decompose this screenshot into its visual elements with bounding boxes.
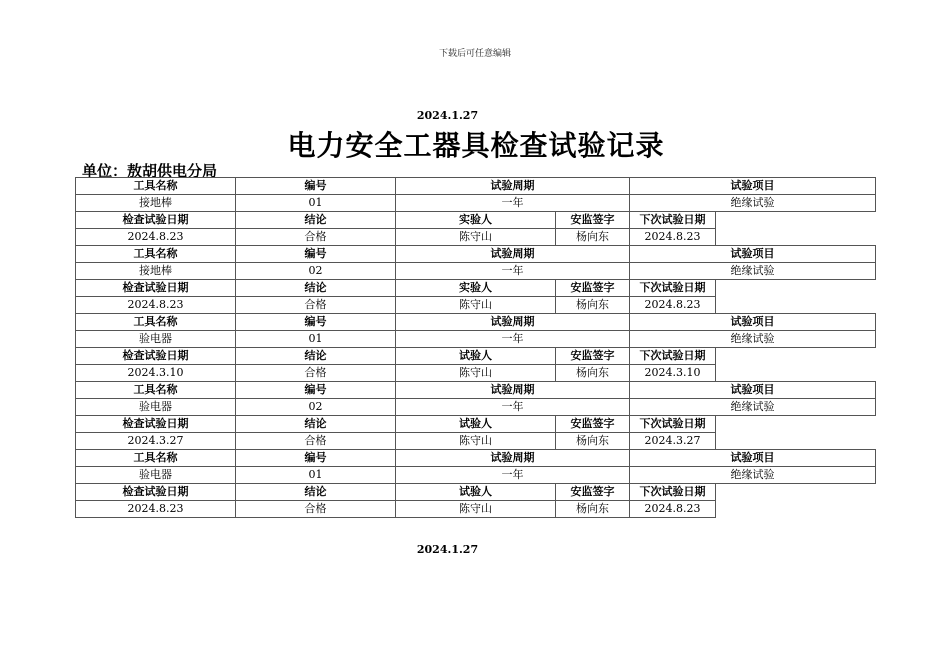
result-header-row [76, 280, 876, 297]
top-date: 2024.1.27 [416, 109, 479, 122]
conclusion-header: 结论 [236, 348, 396, 365]
safety-signature-cell: 杨向东 [556, 433, 630, 450]
tool-row [76, 399, 876, 416]
next-test-date-cell: 2024.3.27 [630, 433, 716, 450]
tool-name-cell: 接地棒 [76, 195, 236, 212]
next-test-date-header: 下次试验日期 [630, 212, 716, 229]
page-title: 电力安全工器具检查试验记录 [287, 129, 665, 162]
tool-row [76, 195, 876, 212]
test-item-cell: 绝缘试验 [630, 263, 876, 280]
tool-row [76, 331, 876, 348]
safety-signature-cell: 杨向东 [556, 297, 630, 314]
tool-header-row [76, 178, 876, 195]
tester-header: 试验人 [396, 348, 556, 365]
tool-name-cell: 接地棒 [76, 263, 236, 280]
test-item-header: 试验项目 [630, 314, 876, 331]
test-cycle-cell: 一年 [396, 467, 630, 484]
tool-row [76, 467, 876, 484]
tool-name-header: 工具名称 [76, 178, 236, 195]
tool-number-header: 编号 [236, 246, 396, 263]
safety-signature-cell: 杨向东 [556, 365, 630, 382]
safety-signature-header: 安监签字 [556, 212, 630, 229]
safety-signature-header: 安监签字 [556, 484, 630, 501]
safety-signature-header: 安监签字 [556, 280, 630, 297]
result-header-row [76, 348, 876, 365]
next-test-date-header: 下次试验日期 [630, 348, 716, 365]
next-test-date-header: 下次试验日期 [630, 280, 716, 297]
tool-row [76, 263, 876, 280]
tool-name-cell: 验电器 [76, 331, 236, 348]
next-test-date-header: 下次试验日期 [630, 484, 716, 501]
tool-name-header: 工具名称 [76, 382, 236, 399]
tool-name-header: 工具名称 [76, 246, 236, 263]
test-cycle-header: 试验周期 [396, 382, 630, 399]
test-item-header: 试验项目 [630, 382, 876, 399]
conclusion-header: 结论 [236, 280, 396, 297]
tester-cell: 陈守山 [396, 433, 556, 450]
result-row [76, 501, 876, 518]
inspection-date-header: 检查试验日期 [76, 280, 236, 297]
tool-number-cell: 02 [236, 399, 396, 416]
tool-number-header: 编号 [236, 382, 396, 399]
result-row [76, 229, 876, 246]
tool-number-cell: 02 [236, 263, 396, 280]
test-item-cell: 绝缘试验 [630, 399, 876, 416]
tester-cell: 陈守山 [396, 297, 556, 314]
inspection-date-header: 检查试验日期 [76, 212, 236, 229]
tool-header-row [76, 382, 876, 399]
conclusion-header: 结论 [236, 416, 396, 433]
tool-name-cell: 验电器 [76, 399, 236, 416]
result-header-row [76, 212, 876, 229]
conclusion-cell: 合格 [236, 433, 396, 450]
tester-header: 实验人 [396, 280, 556, 297]
tool-name-header: 工具名称 [76, 314, 236, 331]
test-item-cell: 绝缘试验 [630, 331, 876, 348]
tool-number-cell: 01 [236, 331, 396, 348]
test-cycle-cell: 一年 [396, 263, 630, 280]
tool-header-row [76, 450, 876, 467]
test-cycle-header: 试验周期 [396, 450, 630, 467]
test-cycle-header: 试验周期 [396, 314, 630, 331]
inspection-date-header: 检查试验日期 [76, 484, 236, 501]
safety-signature-header: 安监签字 [556, 348, 630, 365]
header-note: 下载后可任意编辑 [438, 49, 511, 59]
tester-header: 实验人 [396, 212, 556, 229]
tool-name-cell: 验电器 [76, 467, 236, 484]
test-cycle-cell: 一年 [396, 195, 630, 212]
test-cycle-header: 试验周期 [396, 178, 630, 195]
tool-number-header: 编号 [236, 178, 396, 195]
test-cycle-cell: 一年 [396, 399, 630, 416]
tool-header-row [76, 246, 876, 263]
result-header-row [76, 484, 876, 501]
tester-cell: 陈守山 [396, 229, 556, 246]
result-row [76, 365, 876, 382]
inspection-date-header: 检查试验日期 [76, 416, 236, 433]
conclusion-cell: 合格 [236, 297, 396, 314]
test-item-cell: 绝缘试验 [630, 195, 876, 212]
inspection-date-cell: 2024.8.23 [76, 297, 236, 314]
tool-number-cell: 01 [236, 467, 396, 484]
inspection-date-cell: 2024.3.10 [76, 365, 236, 382]
conclusion-header: 结论 [236, 212, 396, 229]
tester-cell: 陈守山 [396, 501, 556, 518]
unit-label: 单位：敖胡供电分局 [82, 162, 218, 180]
safety-signature-header: 安监签字 [556, 416, 630, 433]
tool-number-header: 编号 [236, 450, 396, 467]
next-test-date-header: 下次试验日期 [630, 416, 716, 433]
next-test-date-cell: 2024.8.23 [630, 229, 716, 246]
test-item-cell: 绝缘试验 [630, 467, 876, 484]
test-item-header: 试验项目 [630, 246, 876, 263]
bottom-date: 2024.1.27 [416, 543, 479, 556]
test-item-header: 试验项目 [630, 178, 876, 195]
conclusion-cell: 合格 [236, 229, 396, 246]
inspection-date-cell: 2024.8.23 [76, 501, 236, 518]
safety-signature-cell: 杨向东 [556, 229, 630, 246]
next-test-date-cell: 2024.8.23 [630, 501, 716, 518]
tool-number-cell: 01 [236, 195, 396, 212]
result-header-row [76, 416, 876, 433]
test-cycle-cell: 一年 [396, 331, 630, 348]
next-test-date-cell: 2024.8.23 [630, 297, 716, 314]
tester-header: 试验人 [396, 416, 556, 433]
conclusion-cell: 合格 [236, 365, 396, 382]
result-row [76, 433, 876, 450]
tool-name-header: 工具名称 [76, 450, 236, 467]
conclusion-header: 结论 [236, 484, 396, 501]
result-row [76, 297, 876, 314]
inspection-date-header: 检查试验日期 [76, 348, 236, 365]
test-cycle-header: 试验周期 [396, 246, 630, 263]
inspection-record-table [75, 177, 876, 518]
tool-number-header: 编号 [236, 314, 396, 331]
inspection-date-cell: 2024.8.23 [76, 229, 236, 246]
tester-header: 试验人 [396, 484, 556, 501]
test-item-header: 试验项目 [630, 450, 876, 467]
safety-signature-cell: 杨向东 [556, 501, 630, 518]
conclusion-cell: 合格 [236, 501, 396, 518]
tool-header-row [76, 314, 876, 331]
tester-cell: 陈守山 [396, 365, 556, 382]
inspection-date-cell: 2024.3.27 [76, 433, 236, 450]
next-test-date-cell: 2024.3.10 [630, 365, 716, 382]
